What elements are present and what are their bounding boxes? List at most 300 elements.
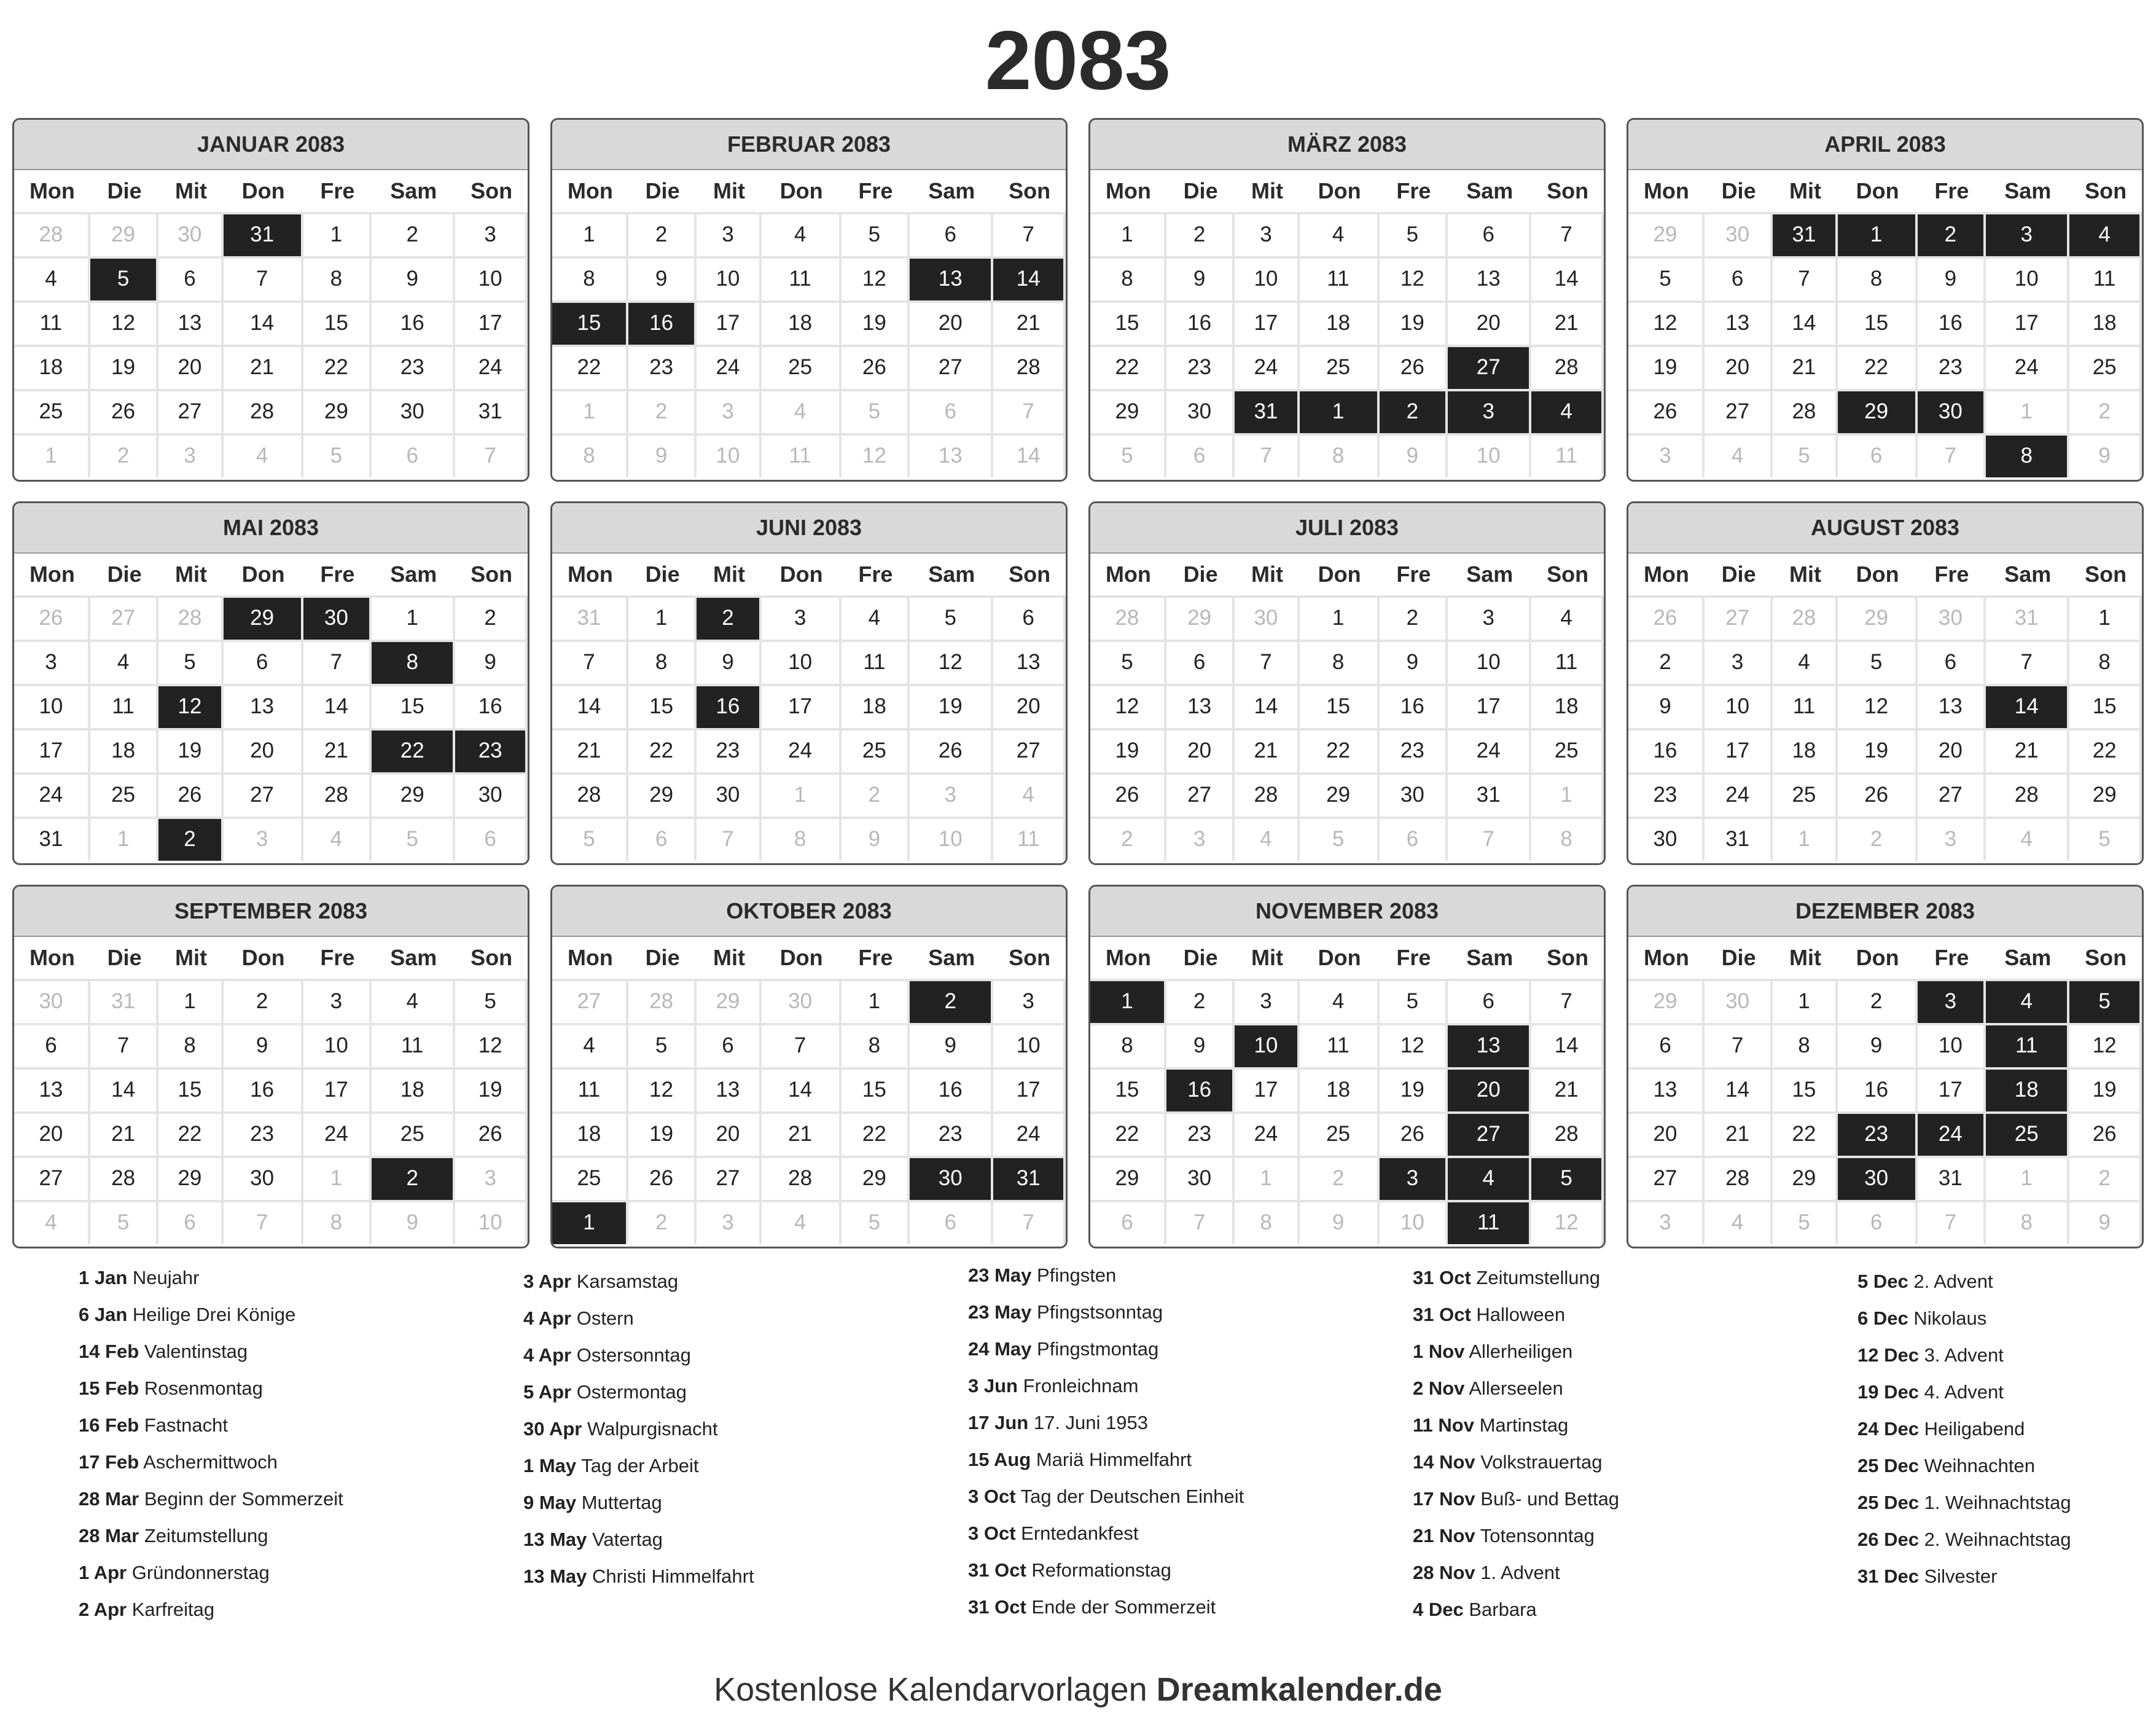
day-cell: 24 xyxy=(1986,345,2069,389)
day-cell: 1 xyxy=(628,595,697,640)
day-cell: 13 xyxy=(1628,1067,1705,1111)
holiday-date: 13 May xyxy=(523,1565,587,1587)
day-cell: 20 xyxy=(14,1111,90,1156)
day-grid xyxy=(14,595,528,861)
day-cell: 6 xyxy=(1166,433,1235,477)
weekday-label: Die xyxy=(1183,178,1218,203)
weekday-header xyxy=(1090,937,1604,979)
holiday-item xyxy=(523,1558,953,1595)
day-cell: 30 xyxy=(1166,1156,1235,1200)
month-title: NOVEMBER 2083 xyxy=(1090,887,1604,937)
weekday-label: Mit xyxy=(1789,178,1821,203)
weekday-label: Sam xyxy=(2004,562,2052,587)
day-cell: 29 xyxy=(1090,389,1166,433)
day-cell: 31 xyxy=(1448,772,1531,817)
day-cell: 19 xyxy=(2069,1067,2142,1111)
day-cell: 21 xyxy=(1705,1111,1773,1156)
day-cell: 25 xyxy=(842,728,910,772)
day-cell: 3 xyxy=(455,212,528,256)
day-cell: 12 xyxy=(1380,256,1448,300)
day-cell: 4 xyxy=(762,212,842,256)
day-cell: 30 xyxy=(762,979,842,1023)
day-cell: 2 xyxy=(372,212,455,256)
holiday-date: 21 Nov xyxy=(1413,1525,1475,1546)
weekday-label: Son xyxy=(471,562,513,587)
day-cell: 1 xyxy=(762,772,842,817)
day-cell: 30 xyxy=(1918,389,1986,433)
day-cell: 18 xyxy=(2069,300,2142,345)
day-cell: 31 xyxy=(993,1156,1066,1200)
holiday-item xyxy=(523,1411,953,1448)
weekday-label: Sam xyxy=(390,178,437,203)
day-cell: 15 xyxy=(372,684,455,728)
day-cell: 4 xyxy=(762,1200,842,1244)
weekday-label: Don xyxy=(1318,178,1361,203)
weekday-label: Sam xyxy=(2004,945,2052,970)
holiday-date: 4 Dec xyxy=(1413,1599,1464,1620)
day-cell: 22 xyxy=(1090,345,1166,389)
day-cell: 23 xyxy=(1380,728,1448,772)
holiday-item xyxy=(968,1552,1398,1589)
day-cell: 28 xyxy=(90,1156,158,1200)
weekday-label: Die xyxy=(645,945,680,970)
day-cell: 17 xyxy=(1235,1067,1299,1111)
day-cell: 6 xyxy=(1628,1023,1705,1067)
day-cell: 22 xyxy=(303,345,372,389)
day-cell: 27 xyxy=(993,728,1066,772)
day-cell: 6 xyxy=(224,640,303,684)
day-cell: 24 xyxy=(455,345,528,389)
holiday-item xyxy=(1413,1370,1843,1407)
weekday-label: Son xyxy=(1009,945,1051,970)
day-cell: 6 xyxy=(910,212,993,256)
day-cell: 12 xyxy=(842,433,910,477)
day-cell: 15 xyxy=(1090,1067,1166,1111)
day-cell: 4 xyxy=(14,256,90,300)
day-cell: 1 xyxy=(552,389,628,433)
day-cell: 30 xyxy=(1380,772,1448,817)
day-cell: 3 xyxy=(14,640,90,684)
day-cell: 5 xyxy=(628,1023,697,1067)
month-title: FEBRUAR 2083 xyxy=(552,120,1066,170)
day-cell: 22 xyxy=(1090,1111,1166,1156)
day-cell: 10 xyxy=(1380,1200,1448,1244)
holiday-item xyxy=(1857,1374,2156,1411)
day-cell: 7 xyxy=(303,640,372,684)
holiday-name: 2. Weihnachtstag xyxy=(1924,1529,2071,1550)
day-cell: 28 xyxy=(1090,595,1166,640)
holiday-date: 3 Oct xyxy=(968,1486,1016,1507)
day-cell: 3 xyxy=(224,817,303,861)
day-cell: 1 xyxy=(1531,772,1604,817)
day-cell: 3 xyxy=(303,979,372,1023)
day-cell: 24 xyxy=(697,345,761,389)
day-cell: 26 xyxy=(1628,389,1705,433)
weekday-label: Don xyxy=(1856,945,1899,970)
day-cell: 13 xyxy=(993,640,1066,684)
day-cell: 14 xyxy=(90,1067,158,1111)
day-cell: 24 xyxy=(993,1111,1066,1156)
month-title: JANUAR 2083 xyxy=(14,120,528,170)
day-cell: 21 xyxy=(224,345,303,389)
day-cell: 6 xyxy=(1838,433,1918,477)
day-cell: 20 xyxy=(1918,728,1986,772)
day-cell: 15 xyxy=(1838,300,1918,345)
day-cell: 25 xyxy=(1300,345,1380,389)
holiday-column xyxy=(523,1263,953,1595)
holiday-item xyxy=(79,1518,509,1554)
day-cell: 10 xyxy=(697,433,761,477)
holiday-name: Pfingstsonntag xyxy=(1037,1301,1163,1323)
weekday-label: Mit xyxy=(713,562,745,587)
holiday-name: Fastnacht xyxy=(144,1414,228,1436)
day-cell: 28 xyxy=(762,1156,842,1200)
day-cell: 17 xyxy=(1705,728,1773,772)
holiday-date: 6 Dec xyxy=(1857,1307,1908,1329)
weekday-label: Don xyxy=(1856,178,1899,203)
day-cell: 8 xyxy=(1300,433,1380,477)
day-cell: 28 xyxy=(1773,389,1837,433)
day-cell: 4 xyxy=(14,1200,90,1244)
month-title: JUNI 2083 xyxy=(552,503,1066,554)
day-cell: 29 xyxy=(1300,772,1380,817)
day-cell: 5 xyxy=(158,640,223,684)
day-cell: 26 xyxy=(842,345,910,389)
holiday-item xyxy=(1857,1448,2156,1484)
holiday-date: 1 Jan xyxy=(79,1267,128,1288)
day-cell: 9 xyxy=(372,256,455,300)
weekday-label: Mit xyxy=(713,945,745,970)
weekday-label: Mon xyxy=(29,945,75,970)
day-cell: 6 xyxy=(14,1023,90,1067)
weekday-label: Sam xyxy=(1466,562,1513,587)
day-cell: 4 xyxy=(1705,1200,1773,1244)
holiday-column xyxy=(968,1257,1398,1626)
day-cell: 20 xyxy=(1166,728,1235,772)
day-cell: 16 xyxy=(1918,300,1986,345)
day-cell: 27 xyxy=(1448,1111,1531,1156)
day-cell: 22 xyxy=(628,728,697,772)
holiday-date: 5 Dec xyxy=(1857,1271,1908,1292)
day-cell: 25 xyxy=(1773,772,1837,817)
holiday-item xyxy=(1857,1484,2156,1521)
weekday-label: Mit xyxy=(1251,945,1283,970)
day-cell: 4 xyxy=(1300,979,1380,1023)
weekday-label: Don xyxy=(241,945,285,970)
holiday-item xyxy=(1857,1263,2156,1300)
holiday-date: 2 Nov xyxy=(1413,1377,1465,1399)
holiday-date: 30 Apr xyxy=(523,1418,582,1440)
day-cell: 5 xyxy=(1531,1156,1604,1200)
day-cell: 11 xyxy=(1531,433,1604,477)
day-cell: 5 xyxy=(842,212,910,256)
day-cell: 5 xyxy=(2069,979,2142,1023)
day-cell: 29 xyxy=(628,772,697,817)
holiday-date: 24 Dec xyxy=(1857,1418,1919,1440)
weekday-label: Don xyxy=(1318,945,1361,970)
day-cell: 6 xyxy=(1166,640,1235,684)
day-cell: 29 xyxy=(1166,595,1235,640)
weekday-label: Mon xyxy=(1105,562,1151,587)
day-cell: 21 xyxy=(1531,300,1604,345)
day-cell: 20 xyxy=(993,684,1066,728)
day-cell: 4 xyxy=(1773,640,1837,684)
day-cell: 16 xyxy=(1380,684,1448,728)
holiday-date: 31 Oct xyxy=(1413,1267,1471,1288)
day-cell: 4 xyxy=(224,433,303,477)
day-cell: 21 xyxy=(1235,728,1299,772)
day-cell: 3 xyxy=(455,1156,528,1200)
day-cell: 30 xyxy=(158,212,223,256)
day-cell: 16 xyxy=(628,300,697,345)
holiday-date: 23 May xyxy=(968,1301,1032,1323)
holiday-item xyxy=(523,1337,953,1374)
day-grid xyxy=(552,595,1066,861)
day-cell: 1 xyxy=(552,212,628,256)
day-grid xyxy=(1628,595,2142,861)
holiday-item xyxy=(968,1257,1398,1294)
day-cell: 18 xyxy=(762,300,842,345)
day-cell: 2 xyxy=(1380,389,1448,433)
day-cell: 20 xyxy=(1448,300,1531,345)
holiday-name: Ostern xyxy=(576,1307,634,1329)
day-cell: 3 xyxy=(1628,1200,1705,1244)
day-cell: 9 xyxy=(842,817,910,861)
day-cell: 7 xyxy=(90,1023,158,1067)
day-cell: 7 xyxy=(1918,433,1986,477)
day-cell: 25 xyxy=(552,1156,628,1200)
day-cell: 13 xyxy=(1166,684,1235,728)
weekday-label: Mit xyxy=(174,562,207,587)
day-cell: 14 xyxy=(993,433,1066,477)
day-cell: 17 xyxy=(1918,1067,1986,1111)
day-cell: 14 xyxy=(762,1067,842,1111)
day-cell: 15 xyxy=(628,684,697,728)
holiday-date: 9 May xyxy=(523,1492,577,1513)
holiday-date: 25 Dec xyxy=(1857,1455,1919,1476)
day-cell: 11 xyxy=(372,1023,455,1067)
day-cell: 3 xyxy=(697,389,761,433)
day-cell: 26 xyxy=(455,1111,528,1156)
weekday-label: Fre xyxy=(858,562,893,587)
holiday-date: 5 Apr xyxy=(523,1381,572,1403)
weekday-label: Mon xyxy=(29,178,75,203)
day-cell: 1 xyxy=(372,595,455,640)
day-cell: 18 xyxy=(14,345,90,389)
day-cell: 1 xyxy=(1090,979,1166,1023)
day-cell: 14 xyxy=(552,684,628,728)
day-grid xyxy=(552,979,1066,1244)
holiday-date: 28 Nov xyxy=(1413,1562,1475,1583)
day-cell: 14 xyxy=(1235,684,1299,728)
day-cell: 24 xyxy=(1235,1111,1299,1156)
day-cell: 2 xyxy=(628,1200,697,1244)
day-cell: 18 xyxy=(1300,300,1380,345)
holiday-item xyxy=(79,1333,509,1370)
day-cell: 25 xyxy=(1300,1111,1380,1156)
day-grid xyxy=(1090,979,1604,1244)
day-cell: 4 xyxy=(1448,1156,1531,1200)
holiday-item xyxy=(79,1554,509,1591)
day-cell: 6 xyxy=(1380,817,1448,861)
weekday-label: Mon xyxy=(1105,945,1151,970)
month-title: AUGUST 2083 xyxy=(1628,503,2142,554)
weekday-label: Don xyxy=(779,945,823,970)
holiday-column xyxy=(1413,1260,1843,1628)
day-cell: 29 xyxy=(1628,979,1705,1023)
day-cell: 4 xyxy=(1235,817,1299,861)
weekday-label: Son xyxy=(2085,178,2127,203)
day-cell: 5 xyxy=(1300,817,1380,861)
day-cell: 21 xyxy=(993,300,1066,345)
day-cell: 4 xyxy=(1986,979,2069,1023)
day-cell: 7 xyxy=(1531,212,1604,256)
day-cell: 1 xyxy=(552,1200,628,1244)
day-grid xyxy=(14,212,528,477)
footer-brand: Dreamkalender.de xyxy=(1156,1671,1442,1708)
day-cell: 8 xyxy=(552,433,628,477)
day-cell: 26 xyxy=(1838,772,1918,817)
day-cell: 3 xyxy=(1448,389,1531,433)
day-cell: 25 xyxy=(372,1111,455,1156)
day-cell: 22 xyxy=(552,345,628,389)
day-cell: 11 xyxy=(993,817,1066,861)
day-cell: 26 xyxy=(90,389,158,433)
day-cell: 8 xyxy=(762,817,842,861)
day-cell: 5 xyxy=(1380,979,1448,1023)
holiday-item xyxy=(523,1374,953,1411)
day-cell: 7 xyxy=(1166,1200,1235,1244)
day-cell: 18 xyxy=(1531,684,1604,728)
day-cell: 6 xyxy=(1705,256,1773,300)
day-cell: 18 xyxy=(842,684,910,728)
holiday-name: Halloween xyxy=(1476,1304,1566,1325)
day-cell: 11 xyxy=(1773,684,1837,728)
day-cell: 9 xyxy=(1838,1023,1918,1067)
day-cell: 9 xyxy=(455,640,528,684)
day-cell: 27 xyxy=(552,979,628,1023)
day-cell: 11 xyxy=(1448,1200,1531,1244)
holiday-name: Heiligabend xyxy=(1924,1418,2025,1440)
day-cell: 15 xyxy=(303,300,372,345)
day-cell: 10 xyxy=(1235,1023,1299,1067)
day-cell: 15 xyxy=(552,300,628,345)
day-cell: 5 xyxy=(455,979,528,1023)
day-cell: 4 xyxy=(1986,817,2069,861)
day-cell: 19 xyxy=(1090,728,1166,772)
day-cell: 6 xyxy=(1448,979,1531,1023)
day-cell: 29 xyxy=(372,772,455,817)
day-cell: 22 xyxy=(1773,1111,1837,1156)
holiday-item xyxy=(79,1296,509,1333)
day-cell: 12 xyxy=(1531,1200,1604,1244)
weekday-label: Fre xyxy=(1396,178,1431,203)
day-cell: 28 xyxy=(552,772,628,817)
holiday-date: 28 Mar xyxy=(79,1488,139,1510)
weekday-label: Mon xyxy=(1643,178,1689,203)
weekday-label: Mon xyxy=(1105,178,1151,203)
day-cell: 27 xyxy=(697,1156,761,1200)
holiday-name: Ostersonntag xyxy=(576,1344,691,1366)
weekday-label: Sam xyxy=(390,562,437,587)
holiday-date: 1 May xyxy=(523,1455,577,1476)
day-cell: 6 xyxy=(993,595,1066,640)
day-cell: 2 xyxy=(910,979,993,1023)
weekday-label: Mon xyxy=(567,178,613,203)
holiday-date: 31 Oct xyxy=(968,1596,1026,1618)
weekday-label: Die xyxy=(1183,945,1218,970)
day-cell: 12 xyxy=(1628,300,1705,345)
day-cell: 13 xyxy=(1918,684,1986,728)
day-cell: 25 xyxy=(762,345,842,389)
holiday-item xyxy=(968,1368,1398,1405)
holiday-date: 13 May xyxy=(523,1529,587,1550)
day-cell: 30 xyxy=(697,772,761,817)
holiday-name: Beginn der Sommerzeit xyxy=(144,1488,343,1510)
month-card xyxy=(12,885,529,1248)
holiday-name: Pfingsten xyxy=(1037,1264,1117,1286)
weekday-label: Sam xyxy=(928,945,975,970)
day-cell: 19 xyxy=(90,345,158,389)
day-cell: 5 xyxy=(1090,433,1166,477)
holiday-name: 1. Advent xyxy=(1480,1562,1560,1583)
day-cell: 10 xyxy=(1986,256,2069,300)
day-cell: 5 xyxy=(842,1200,910,1244)
day-cell: 22 xyxy=(842,1111,910,1156)
day-cell: 1 xyxy=(303,212,372,256)
day-cell: 29 xyxy=(2069,772,2142,817)
day-cell: 10 xyxy=(1235,256,1299,300)
day-cell: 8 xyxy=(1090,256,1166,300)
day-cell: 12 xyxy=(90,300,158,345)
day-cell: 30 xyxy=(1838,1156,1918,1200)
day-cell: 2 xyxy=(1300,1156,1380,1200)
day-cell: 1 xyxy=(1773,979,1837,1023)
day-cell: 11 xyxy=(90,684,158,728)
day-cell: 6 xyxy=(697,1023,761,1067)
holiday-date: 31 Dec xyxy=(1857,1565,1919,1587)
day-cell: 24 xyxy=(1705,772,1773,817)
day-cell: 8 xyxy=(1773,1023,1837,1067)
month-card xyxy=(1088,501,1606,865)
day-cell: 30 xyxy=(224,1156,303,1200)
day-cell: 21 xyxy=(303,728,372,772)
day-cell: 28 xyxy=(14,212,90,256)
holiday-name: Karfreitag xyxy=(131,1599,215,1620)
day-cell: 27 xyxy=(158,389,223,433)
day-cell: 9 xyxy=(1166,256,1235,300)
day-cell: 3 xyxy=(1628,433,1705,477)
weekday-label: Son xyxy=(2085,562,2127,587)
day-cell: 14 xyxy=(1773,300,1837,345)
day-cell: 12 xyxy=(158,684,223,728)
holiday-date: 28 Mar xyxy=(79,1525,139,1546)
day-cell: 18 xyxy=(1773,728,1837,772)
weekday-label: Sam xyxy=(2004,178,2052,203)
holiday-item xyxy=(1857,1521,2156,1558)
day-cell: 3 xyxy=(1235,979,1299,1023)
day-cell: 19 xyxy=(628,1111,697,1156)
day-cell: 29 xyxy=(697,979,761,1023)
day-cell: 9 xyxy=(1166,1023,1235,1067)
day-cell: 10 xyxy=(455,256,528,300)
holiday-item xyxy=(523,1521,953,1558)
day-cell: 30 xyxy=(1235,595,1299,640)
day-cell: 2 xyxy=(842,772,910,817)
day-cell: 1 xyxy=(158,979,223,1023)
day-cell: 9 xyxy=(628,256,697,300)
holiday-item xyxy=(79,1591,509,1628)
